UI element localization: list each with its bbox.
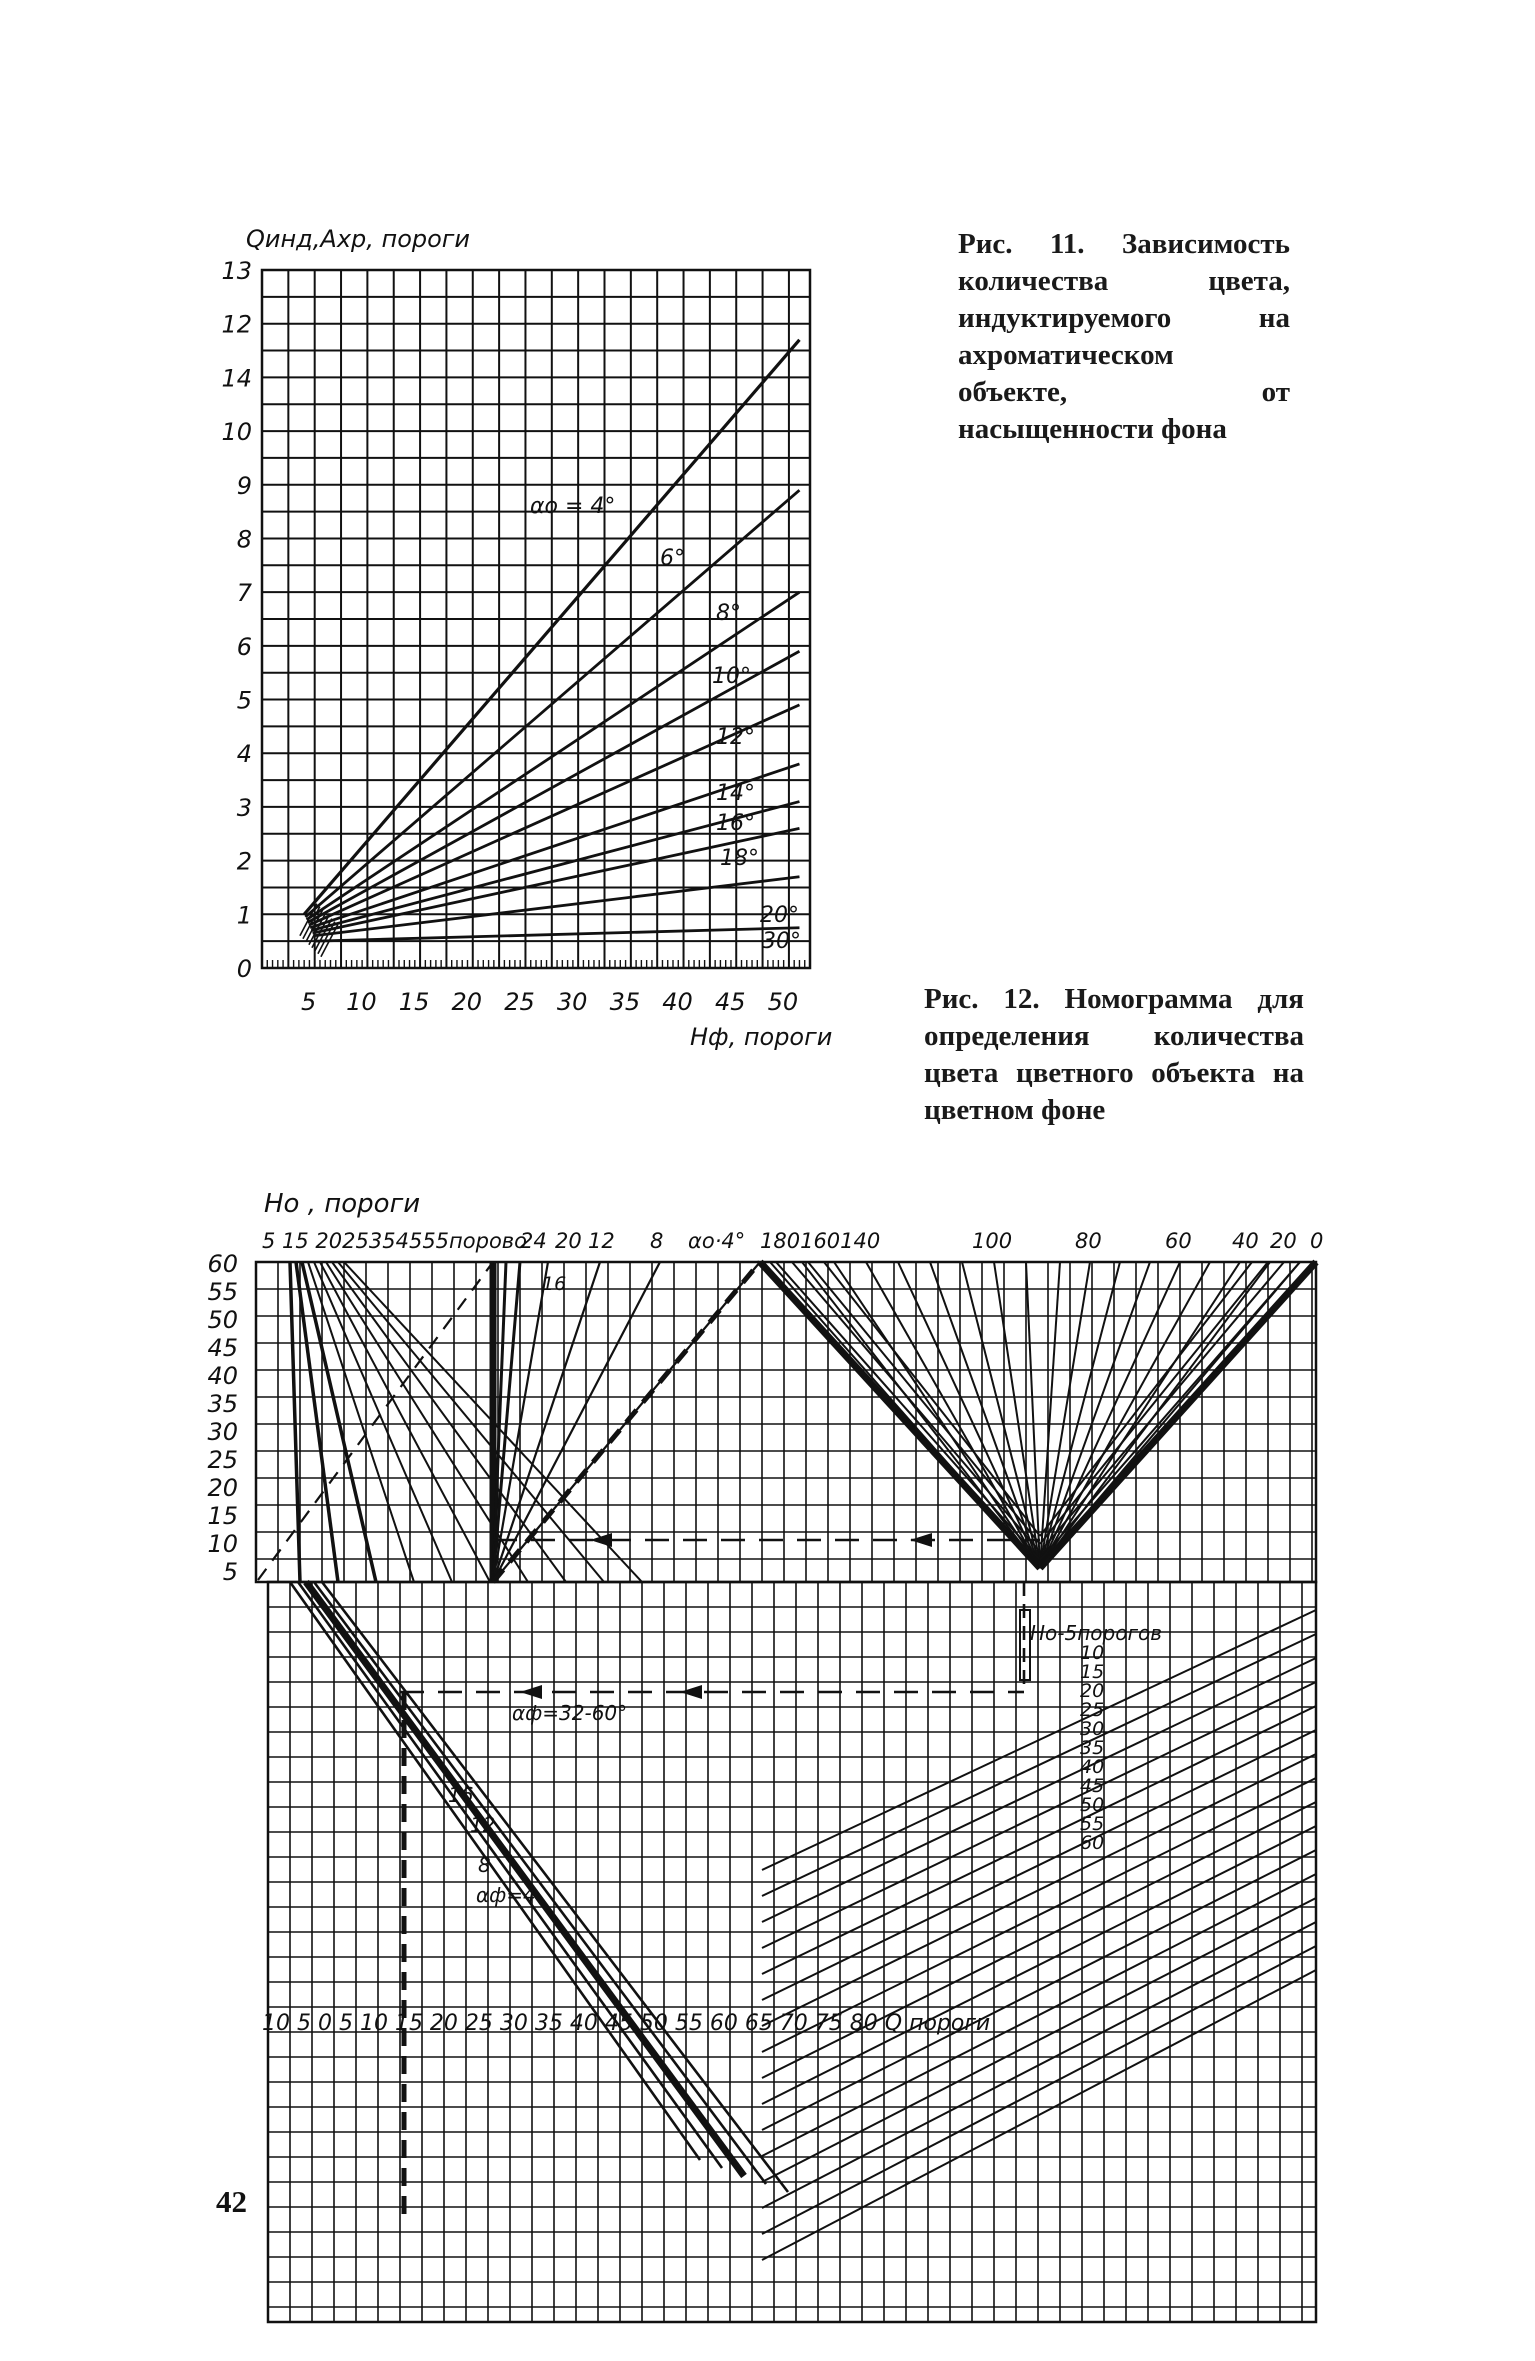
- arrow-head: [910, 1533, 932, 1547]
- x-tick-label: 40: [662, 988, 693, 1016]
- top-scale-right: 80: [1075, 1229, 1102, 1253]
- ho-label: Ho-5порогов: [1030, 1621, 1162, 1645]
- left-scale-label: 25: [207, 1446, 238, 1474]
- y-tick-label: 7: [236, 579, 252, 608]
- x-tick-label: 30: [556, 988, 588, 1016]
- y-tick-label: 0: [236, 955, 252, 983]
- ho-line: [762, 1730, 1316, 2000]
- top-scale-alpha: αo·4°: [688, 1229, 746, 1253]
- top-scale-right: 0: [1310, 1229, 1324, 1253]
- ho-line: [762, 1610, 1316, 1870]
- x-tick-label: 5: [301, 988, 317, 1016]
- series-label: 6°: [660, 546, 685, 571]
- ho-label: 15: [1080, 1661, 1105, 1683]
- ho-line: [762, 1754, 1316, 2026]
- top-scale-right: 180160140: [760, 1229, 881, 1253]
- left-scale-label: 15: [207, 1502, 238, 1530]
- x-tick-label: 35: [609, 988, 641, 1016]
- alpha-diagonal: [290, 1582, 700, 2160]
- series-label: 16°: [716, 811, 755, 836]
- v-parallel: [1040, 1262, 1284, 1552]
- alpha-diagonal: [314, 1582, 766, 2184]
- figure-11-caption: Рис. 11. Зависимость количества цвета, индуктируемого на ахроматическом объекте, от насыщенности фона: [958, 228, 1290, 445]
- alpha-label: αф=4: [476, 1883, 536, 1907]
- v-fan-line: [898, 1262, 1040, 1568]
- arrow-head: [520, 1685, 542, 1699]
- ho-line: [762, 1682, 1316, 1948]
- x-tick-label: 50: [767, 988, 799, 1016]
- y-tick-label: 4: [236, 740, 252, 769]
- top-axis-title: Ho , пороги: [264, 1189, 421, 1219]
- top-scale-right: 20: [1270, 1229, 1297, 1253]
- ho-label: 35: [1080, 1737, 1105, 1759]
- series-label: 10°: [712, 664, 751, 689]
- y-tick-label: 3: [236, 793, 252, 822]
- top-scale-mid: 24: [520, 1229, 547, 1253]
- v-parallel: [824, 1262, 1040, 1536]
- v-fan-line: [1040, 1262, 1180, 1568]
- nomogram-grid: [256, 1262, 1316, 2322]
- ho-bracket: [1020, 1610, 1030, 1680]
- series-label: 18°: [720, 846, 759, 871]
- v-parallel: [808, 1262, 1040, 1544]
- y-tick-label: 13: [221, 257, 252, 285]
- v-fan-line: [770, 1262, 1040, 1568]
- series-label: 14°: [716, 781, 755, 806]
- y-axis-label: Qинд,Ахр, пороги: [246, 225, 471, 253]
- series-label: αo = 4°: [530, 494, 616, 519]
- alpha-label: 16: [448, 1783, 474, 1807]
- v-parallel: [1040, 1262, 1300, 1560]
- v-fan-line: [930, 1262, 1040, 1568]
- ho-line: [762, 1706, 1316, 1974]
- left-scale-label: 55: [207, 1278, 238, 1306]
- arrow-head: [680, 1685, 702, 1699]
- y-tick-label: 8: [236, 525, 252, 554]
- y-tick-label: 9: [236, 471, 252, 500]
- series-label: 12°: [716, 725, 755, 750]
- alpha-diagonal: [306, 1582, 744, 2176]
- top-scale-mid: 12: [588, 1229, 615, 1253]
- top-scale-right: 60: [1165, 1229, 1192, 1253]
- left-scale-label: 10: [207, 1530, 238, 1558]
- y-tick-label: 12: [221, 310, 252, 339]
- arrow-head: [590, 1533, 612, 1547]
- y-tick-label: 14: [221, 364, 252, 393]
- alpha-label: 12: [470, 1813, 496, 1837]
- left-scale-label: 45: [207, 1334, 238, 1362]
- series-label: 8°: [716, 601, 741, 626]
- dashed-heavy-diagonal: [493, 1262, 760, 1582]
- nomogram-lines: [258, 1262, 1316, 2260]
- bottom-axis-label: 10 5 0 5 10 15 20 25 30 35 40 45 50 55 60 65 70 75 80 Q пороги: [262, 2011, 991, 2036]
- alpha-label: 8: [478, 1853, 491, 1877]
- top-scale-mid: 8: [650, 1229, 664, 1253]
- ho-label: 45: [1080, 1775, 1105, 1797]
- x-axis-label: Hф, пороги: [690, 1023, 833, 1051]
- x-tick-label: 15: [398, 988, 430, 1016]
- fan-line-left: [320, 1262, 490, 1582]
- series-label: 30°: [762, 929, 801, 954]
- top-scale-mid: 20: [555, 1229, 582, 1253]
- fan-line-left: [296, 1262, 338, 1582]
- y-tick-label: 10: [221, 418, 252, 447]
- v-right-heavy: [1040, 1262, 1316, 1568]
- left-scale-label: 50: [207, 1306, 238, 1334]
- left-scale-label: 35: [207, 1390, 238, 1418]
- x-tick-label: 45: [714, 988, 746, 1016]
- fan-line-left: [302, 1262, 376, 1582]
- inner-label-16: 16: [542, 1273, 567, 1295]
- fan-line-mid: [493, 1262, 660, 1582]
- v-fan-line: [834, 1262, 1040, 1568]
- fan-line-mid: [493, 1262, 600, 1582]
- left-scale-label: 60: [207, 1250, 238, 1278]
- fan-line-left: [308, 1262, 414, 1582]
- v-parallel: [1040, 1262, 1268, 1544]
- ho-label: 50: [1080, 1794, 1105, 1816]
- y-tick-label: 6: [236, 632, 252, 661]
- y-tick-label: 1: [236, 901, 252, 930]
- ho-label: 55: [1080, 1813, 1105, 1835]
- ho-label: 10: [1080, 1642, 1105, 1664]
- v-left-heavy: [760, 1262, 1040, 1568]
- top-scale-left: 5 15 2025354555порово: [262, 1229, 528, 1253]
- page-number: 42: [216, 2184, 247, 2219]
- alpha-diagonal: [322, 1582, 788, 2192]
- x-tick-label: 25: [504, 988, 535, 1016]
- ho-label: 20: [1080, 1680, 1105, 1702]
- series-label: 20°: [760, 903, 799, 928]
- ho-label: 40: [1080, 1756, 1105, 1778]
- ho-label: 25: [1080, 1699, 1105, 1721]
- figure-12-caption: Рис. 12. Номограмма для определения количества цвета цветного объекта на цветном фоне: [924, 983, 1304, 1126]
- left-scale-label: 40: [207, 1362, 238, 1390]
- y-tick-label: 5: [236, 686, 252, 715]
- left-scale-label: 20: [207, 1474, 238, 1502]
- top-scale-right: 40: [1232, 1229, 1259, 1253]
- left-scale-label: 5: [222, 1558, 238, 1586]
- ho-label: 30: [1080, 1718, 1105, 1740]
- left-scale-label: 30: [207, 1418, 238, 1446]
- fan-line-mid: [493, 1262, 520, 1582]
- x-tick-label: 10: [346, 988, 377, 1016]
- v-parallel: [1040, 1262, 1252, 1536]
- alpha-label: αф=32-60°: [512, 1701, 628, 1725]
- x-tick-label: 20: [451, 988, 483, 1016]
- ho-label: 60: [1080, 1832, 1105, 1854]
- y-tick-label: 2: [236, 847, 252, 876]
- top-scale-right: 100: [972, 1229, 1013, 1253]
